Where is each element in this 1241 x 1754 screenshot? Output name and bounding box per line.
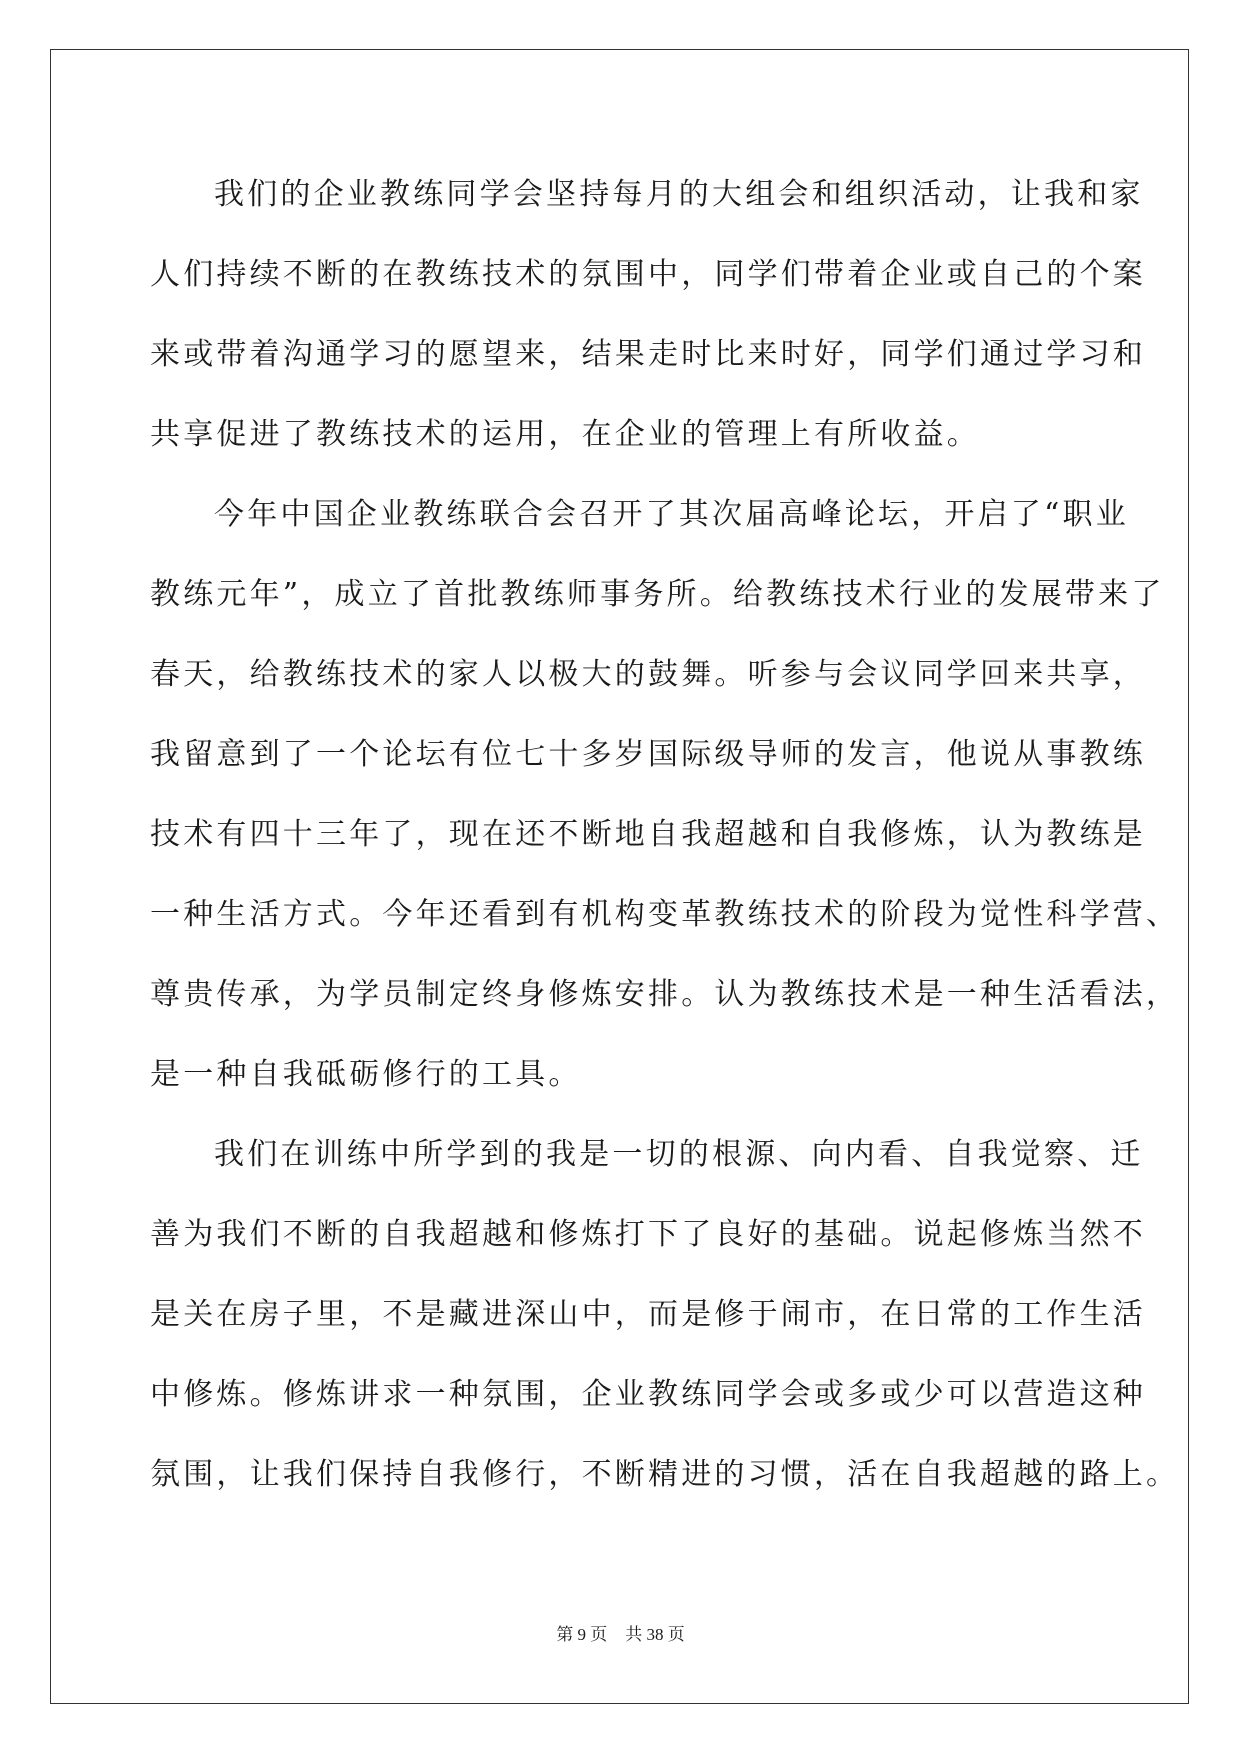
text-line: 一种生活方式。今年还看到有机构变革教练技术的阶段为觉性科学营、 <box>150 897 1180 932</box>
text-line: 我们在训练中所学到的我是一切的根源、向内看、自我觉察、迁 <box>214 1137 1144 1172</box>
text-line: 教练元年”，成立了首批教练师事务所。给教练技术行业的发展带来了 <box>150 577 1165 612</box>
document-body <box>150 155 1180 1515</box>
text-line: 中修炼。修炼讲求一种氛围，企业教练同学会或多或少可以营造这种 <box>150 1377 1146 1412</box>
text-line: 技术有四十三年了，现在还不断地自我超越和自我修炼，认为教练是 <box>150 817 1146 852</box>
text-line: 氛围，让我们保持自我修行，不断精进的习惯，活在自我超越的路上。 <box>150 1457 1180 1492</box>
paragraph-2 <box>150 475 1180 1115</box>
text-line: 我们的企业教练同学会坚持每月的大组会和组织活动，让我和家 <box>214 177 1144 212</box>
page-number: 第 9 页 <box>556 1625 608 1644</box>
text-line: 今年中国企业教练联合会召开了其次届高峰论坛，开启了“职业 <box>214 497 1129 532</box>
text-line: 春天，给教练技术的家人以极大的鼓舞。听参与会议同学回来共享， <box>150 657 1146 692</box>
text-line: 是一种自我砥砺修行的工具。 <box>150 1057 582 1092</box>
paragraph-3 <box>150 1115 1180 1515</box>
text-line: 共享促进了教练技术的运用，在企业的管理上有所收益。 <box>150 417 980 452</box>
page-footer <box>0 1620 1241 1645</box>
text-line: 是关在房子里，不是藏进深山中，而是修于闹市，在日常的工作生活 <box>150 1297 1146 1332</box>
text-line: 来或带着沟通学习的愿望来，结果走时比来时好，同学们通过学习和 <box>150 337 1146 372</box>
text-line: 善为我们不断的自我超越和修炼打下了良好的基础。说起修炼当然不 <box>150 1217 1146 1252</box>
paragraph-1 <box>150 155 1146 475</box>
text-line: 我留意到了一个论坛有位七十多岁国际级导师的发言，他说从事教练 <box>150 737 1146 772</box>
page-total: 共 38 页 <box>625 1625 685 1644</box>
text-line: 人们持续不断的在教练技术的氛围中，同学们带着企业或自己的个案 <box>150 257 1146 292</box>
text-line: 尊贵传承，为学员制定终身修炼安排。认为教练技术是一种生活看法， <box>150 977 1180 1012</box>
